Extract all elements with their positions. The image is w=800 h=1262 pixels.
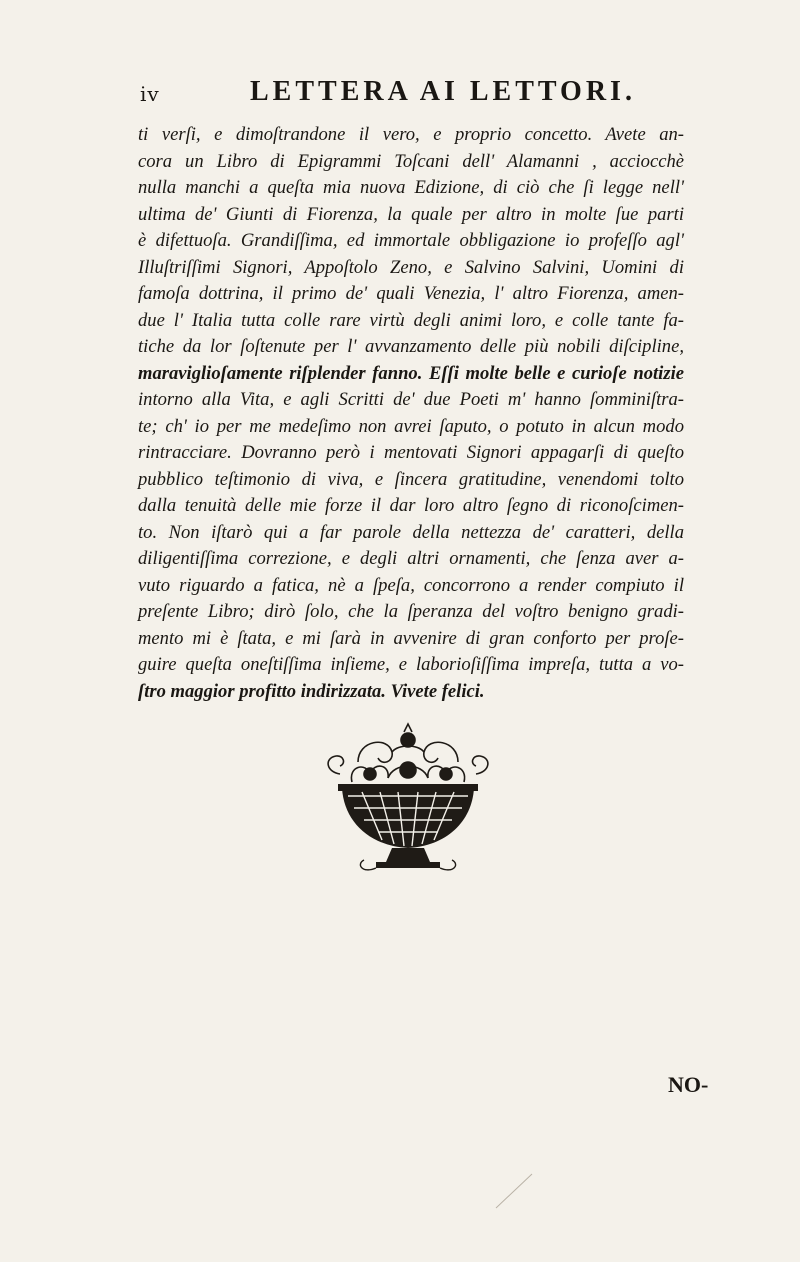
text-line: to. Non iſtarò qui a far parole della nettezza de' caratteri, della bbox=[138, 521, 684, 543]
flower-basket-ornament-icon bbox=[318, 722, 498, 892]
text-line: diligentiſſima correzione, e degli altri ornamenti, che ſenza aver a- bbox=[138, 548, 684, 569]
ink-stroke-mark bbox=[494, 1170, 534, 1210]
text-line: nulla manchi a queſta mia nuova Edizione, di ciò che ſi legge nell' bbox=[138, 177, 684, 198]
text-line: rintracciare. Dovranno però i mentovati Signori appagarſi di queſto bbox=[138, 442, 684, 463]
catchword: NO- bbox=[668, 1072, 709, 1097]
text-line: famoſa dottrina, il primo de' quali Venezia, l' altro Fiorenza, amen- bbox=[138, 283, 684, 304]
text-line: tiche da lor ſoſtenute per l' avvanzamento delle più nobili diſcipline, bbox=[138, 336, 684, 357]
text-line: preſente Libro; dirò ſolo, che la ſperanza del voſtro benigno gradi- bbox=[138, 601, 684, 622]
text-line: mento mi è ſtata, e mi ſarà in avvenire di gran conforto per proſe- bbox=[138, 627, 684, 649]
text-line: ſtro maggior profitto indirizzata. Vivete felici. bbox=[138, 680, 485, 702]
text-line: pubblico teſtimonio di viva, e ſincera gratitudine, venendomi tolto bbox=[138, 468, 684, 490]
running-title: LETTERA AI LETTORI. bbox=[250, 76, 636, 107]
text-line: ultima de' Giunti di Fiorenza, la quale per altro in molte ſue parti bbox=[138, 203, 684, 225]
text-line: cora un Libro di Epigrammi Toſcani dell' Alamanni , acciocchè bbox=[138, 150, 684, 172]
text-line: è difettuoſa. Grandiſſima, ed immortale obbligazione io profeſſo agl' bbox=[138, 230, 684, 251]
text-line: ti verſi, e dimoſtrandone il vero, e proprio concetto. Avete an- bbox=[138, 124, 684, 145]
text-line: te; ch' io per me medeſimo non avrei ſaputo, o potuto in alcun modo bbox=[138, 415, 684, 437]
text-line: intorno alla Vita, e agli Scritti de' due Poeti m' hanno ſomminiſtra- bbox=[138, 389, 684, 410]
text-line: vuto riguardo a fatica, nè a ſpeſa, concorrono a render compiuto il bbox=[138, 574, 684, 596]
text-line: due l' Italia tutta colle rare virtù degli animi loro, e colle tante fa- bbox=[138, 309, 684, 331]
page-number: iv bbox=[140, 82, 160, 106]
text-line: guire queſta oneſtiſſima inſieme, e laborioſiſſima impreſa, tutta a vo- bbox=[138, 654, 684, 675]
page-header bbox=[130, 74, 690, 114]
text-line: dalla tenuità delle mie forze il dar loro altro ſegno di riconoſcimen- bbox=[138, 495, 684, 516]
text-line: maraviglioſamente riſplender fanno. Eſſi molte belle e curioſe notizie bbox=[138, 362, 684, 384]
letter-body bbox=[138, 122, 684, 705]
text-line: Illuſtriſſimi Signori, Appoſtolo Zeno, e Salvino Salvini, Uomini di bbox=[138, 256, 684, 278]
